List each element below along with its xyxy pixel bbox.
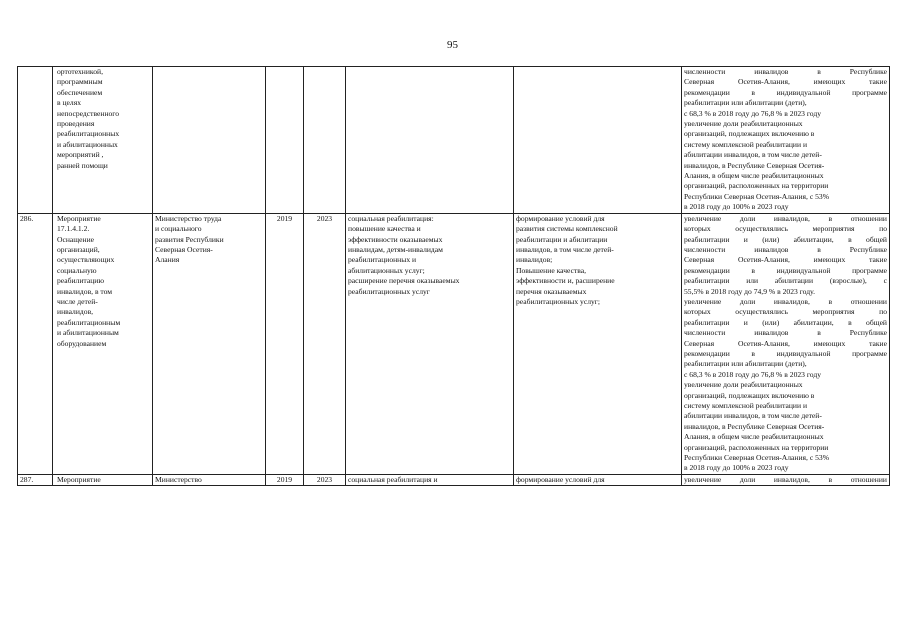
indicator-line: численности инвалидов в Республике [684,67,887,76]
result-line: формирование условий для [516,474,605,484]
direction-line: инвалидам, детям-инвалидам [348,244,443,254]
indicator-line: реабилитации и (или) абилитации, в общей [684,317,887,327]
indicator-line: инвалидов, в Республике Северная Осетия- [684,160,825,170]
row-number-cell [18,67,53,214]
table-row [18,474,890,485]
result-line: формирование условий для [516,213,605,223]
page-number: 95 [447,39,458,51]
event-line: Оснащение [57,234,95,244]
indicator-line: Северная Осетия-Алания, имеющих такие [684,255,887,265]
event-line: оборудованием [57,338,107,348]
indicator-line: организаций, подлежащих включению в [684,129,815,139]
direction-line: социальная реабилитация: [348,213,434,223]
direction-cell [346,213,514,474]
indicator-line: систему комплексной реабилитации и [684,139,808,149]
end-year: 2023 [316,213,333,223]
indicator-line: Северная Осетия-Алания, имеющих такие [684,77,887,87]
event-line: ранней помощи [57,160,108,170]
indicator-line: инвалидов, в Республике Северная Осетия- [684,421,825,431]
executor-line: Министерство [155,474,202,484]
event-line: и абилитационных [57,139,118,149]
executor-line: развития Республики [155,234,224,244]
indicator-line: Северная Осетия-Алания, имеющих такие [684,338,887,348]
indicator-line: с 68,3 % в 2018 году до 76,8 % в 2023 году [684,369,822,379]
direction-cell [346,67,514,214]
result-line: инвалидов; [516,255,553,265]
executor-cell [153,67,266,214]
indicator-cell [682,474,890,485]
row-number: 286. [20,213,34,223]
end-year-cell [304,67,346,214]
indicator-line: увеличение доли инвалидов, в отношении [684,296,887,306]
table-body [18,67,890,486]
event-line: в целях [57,98,81,108]
indicator-line: Алания, в общем числе реабилитационных [684,171,824,181]
event-line: мероприятий , [57,150,104,160]
row-number-cell [18,213,53,474]
indicator-line: Республики Северная Осетия-Алания, с 53% [684,453,830,463]
indicator-line: увеличение доли инвалидов, в отношении [684,213,887,223]
executor-line: и социального [155,224,202,234]
result-cell [514,213,682,474]
end-year-cell [304,213,346,474]
event-line: инвалидов, в том [57,286,113,296]
executor-cell [153,213,266,474]
event-line: проведения [57,119,95,129]
indicator-line: рекомендации в индивидуальной программе [684,348,887,358]
event-line: инвалидов, [57,307,94,317]
result-line: перечня оказываемых [516,286,587,296]
indicator-line: увеличение доли реабилитационных [684,119,803,129]
indicator-line: организаций, расположенных на территории [684,442,829,452]
result-cell [514,67,682,214]
executor-line: Алания [155,255,180,265]
event-cell [53,67,153,214]
start-year-cell [266,213,304,474]
indicator-line: с 68,3 % в 2018 году до 76,8 % в 2023 году [684,108,822,118]
indicator-line: рекомендации в индивидуальной программе [684,87,887,97]
result-line: эффективности и, расширение [516,276,615,286]
table-row [18,213,890,474]
event-line: 17.1.4.1.2. [57,224,90,234]
direction-line: социальная реабилитация и [348,474,438,484]
indicator-cell [682,67,890,214]
event-line: и абилитационным [57,328,119,338]
indicator-line: организаций, расположенных на территории [684,181,829,191]
indicator-line: в 2018 году до 100% в 2023 году [684,463,789,473]
executor-line: Министерство труда [155,213,222,223]
event-line: ортотехникой, [57,67,103,76]
event-line: числе детей- [57,296,98,306]
indicator-line: реабилитации или абилитации (дети), [684,98,807,108]
event-line: непосредственного [57,108,120,118]
indicator-line: численности инвалидов в Республике [684,328,887,338]
program-table [17,66,890,486]
event-line: Мероприятие [57,474,101,484]
direction-line: эффективности оказываемых [348,234,443,244]
result-line: Повышение качества, [516,265,587,275]
event-line: программным [57,77,103,87]
indicator-cell [682,213,890,474]
indicator-line: систему комплексной реабилитации и [684,401,808,410]
result-line: реабилитации и абилитации [516,234,608,244]
end-year: 2023 [316,474,333,484]
event-line: Мероприятие [57,213,101,223]
row-number: 287. [20,474,34,484]
indicator-line: Алания, в общем числе реабилитационных [684,432,824,442]
executor-cell [153,474,266,485]
indicator-line: абилитации инвалидов, в том числе детей- [684,150,822,160]
event-line: организаций, [57,244,100,254]
indicator-line: Республики Северная Осетия-Алания, с 53% [684,191,830,201]
indicator-line: 55,5% в 2018 году до 74,9 % в 2023 году. [684,286,815,296]
start-year-cell [266,474,304,485]
indicator-line: которых осуществлялись мероприятия по [684,224,887,234]
direction-line: реабилитационных и [348,255,417,265]
event-line: обеспечением [57,87,103,97]
event-line: реабилитационных [57,129,120,139]
indicator-line: которых осуществлялись мероприятия по [684,307,887,317]
indicator-line: численности инвалидов в Республике [684,244,887,254]
event-cell [53,213,153,474]
indicator-line: увеличение доли инвалидов, в отношении [684,474,887,484]
end-year-cell [304,474,346,485]
indicator-line: реабилитации или абилитации (взрослые), с [684,276,887,286]
event-cell [53,474,153,485]
indicator-line: увеличение доли реабилитационных [684,380,803,390]
indicator-line: организаций, подлежащих включению в [684,390,815,400]
start-year: 2019 [276,213,293,223]
event-line: реабилитационным [57,317,121,327]
result-line: реабилитационных услуг; [516,296,601,306]
event-line: реабилитацию [57,276,104,286]
event-line: социальную [57,265,97,275]
indicator-line: реабилитации и (или) абилитации, в общей [684,234,887,244]
direction-line: реабилитационных услуг [348,286,430,296]
result-line: инвалидов, в том числе детей- [516,244,614,254]
result-cell [514,474,682,485]
table-row [18,67,890,214]
indicator-line: реабилитации или абилитации (дети), [684,359,807,369]
start-year-cell [266,67,304,214]
indicator-line: в 2018 году до 100% в 2023 году [684,202,789,212]
indicator-line: рекомендации в индивидуальной программе [684,265,887,275]
direction-line: повышение качества и [348,224,421,234]
direction-cell [346,474,514,485]
executor-line: Северная Осетия- [155,244,213,254]
direction-line: расширение перечня оказываемых [348,276,460,286]
event-line: осуществляющих [57,255,115,265]
indicator-line: абилитации инвалидов, в том числе детей- [684,411,822,421]
direction-line: абилитационных услуг; [348,265,425,275]
row-number-cell [18,474,53,485]
result-line: развития системы комплексной [516,224,618,234]
start-year: 2019 [276,474,293,484]
